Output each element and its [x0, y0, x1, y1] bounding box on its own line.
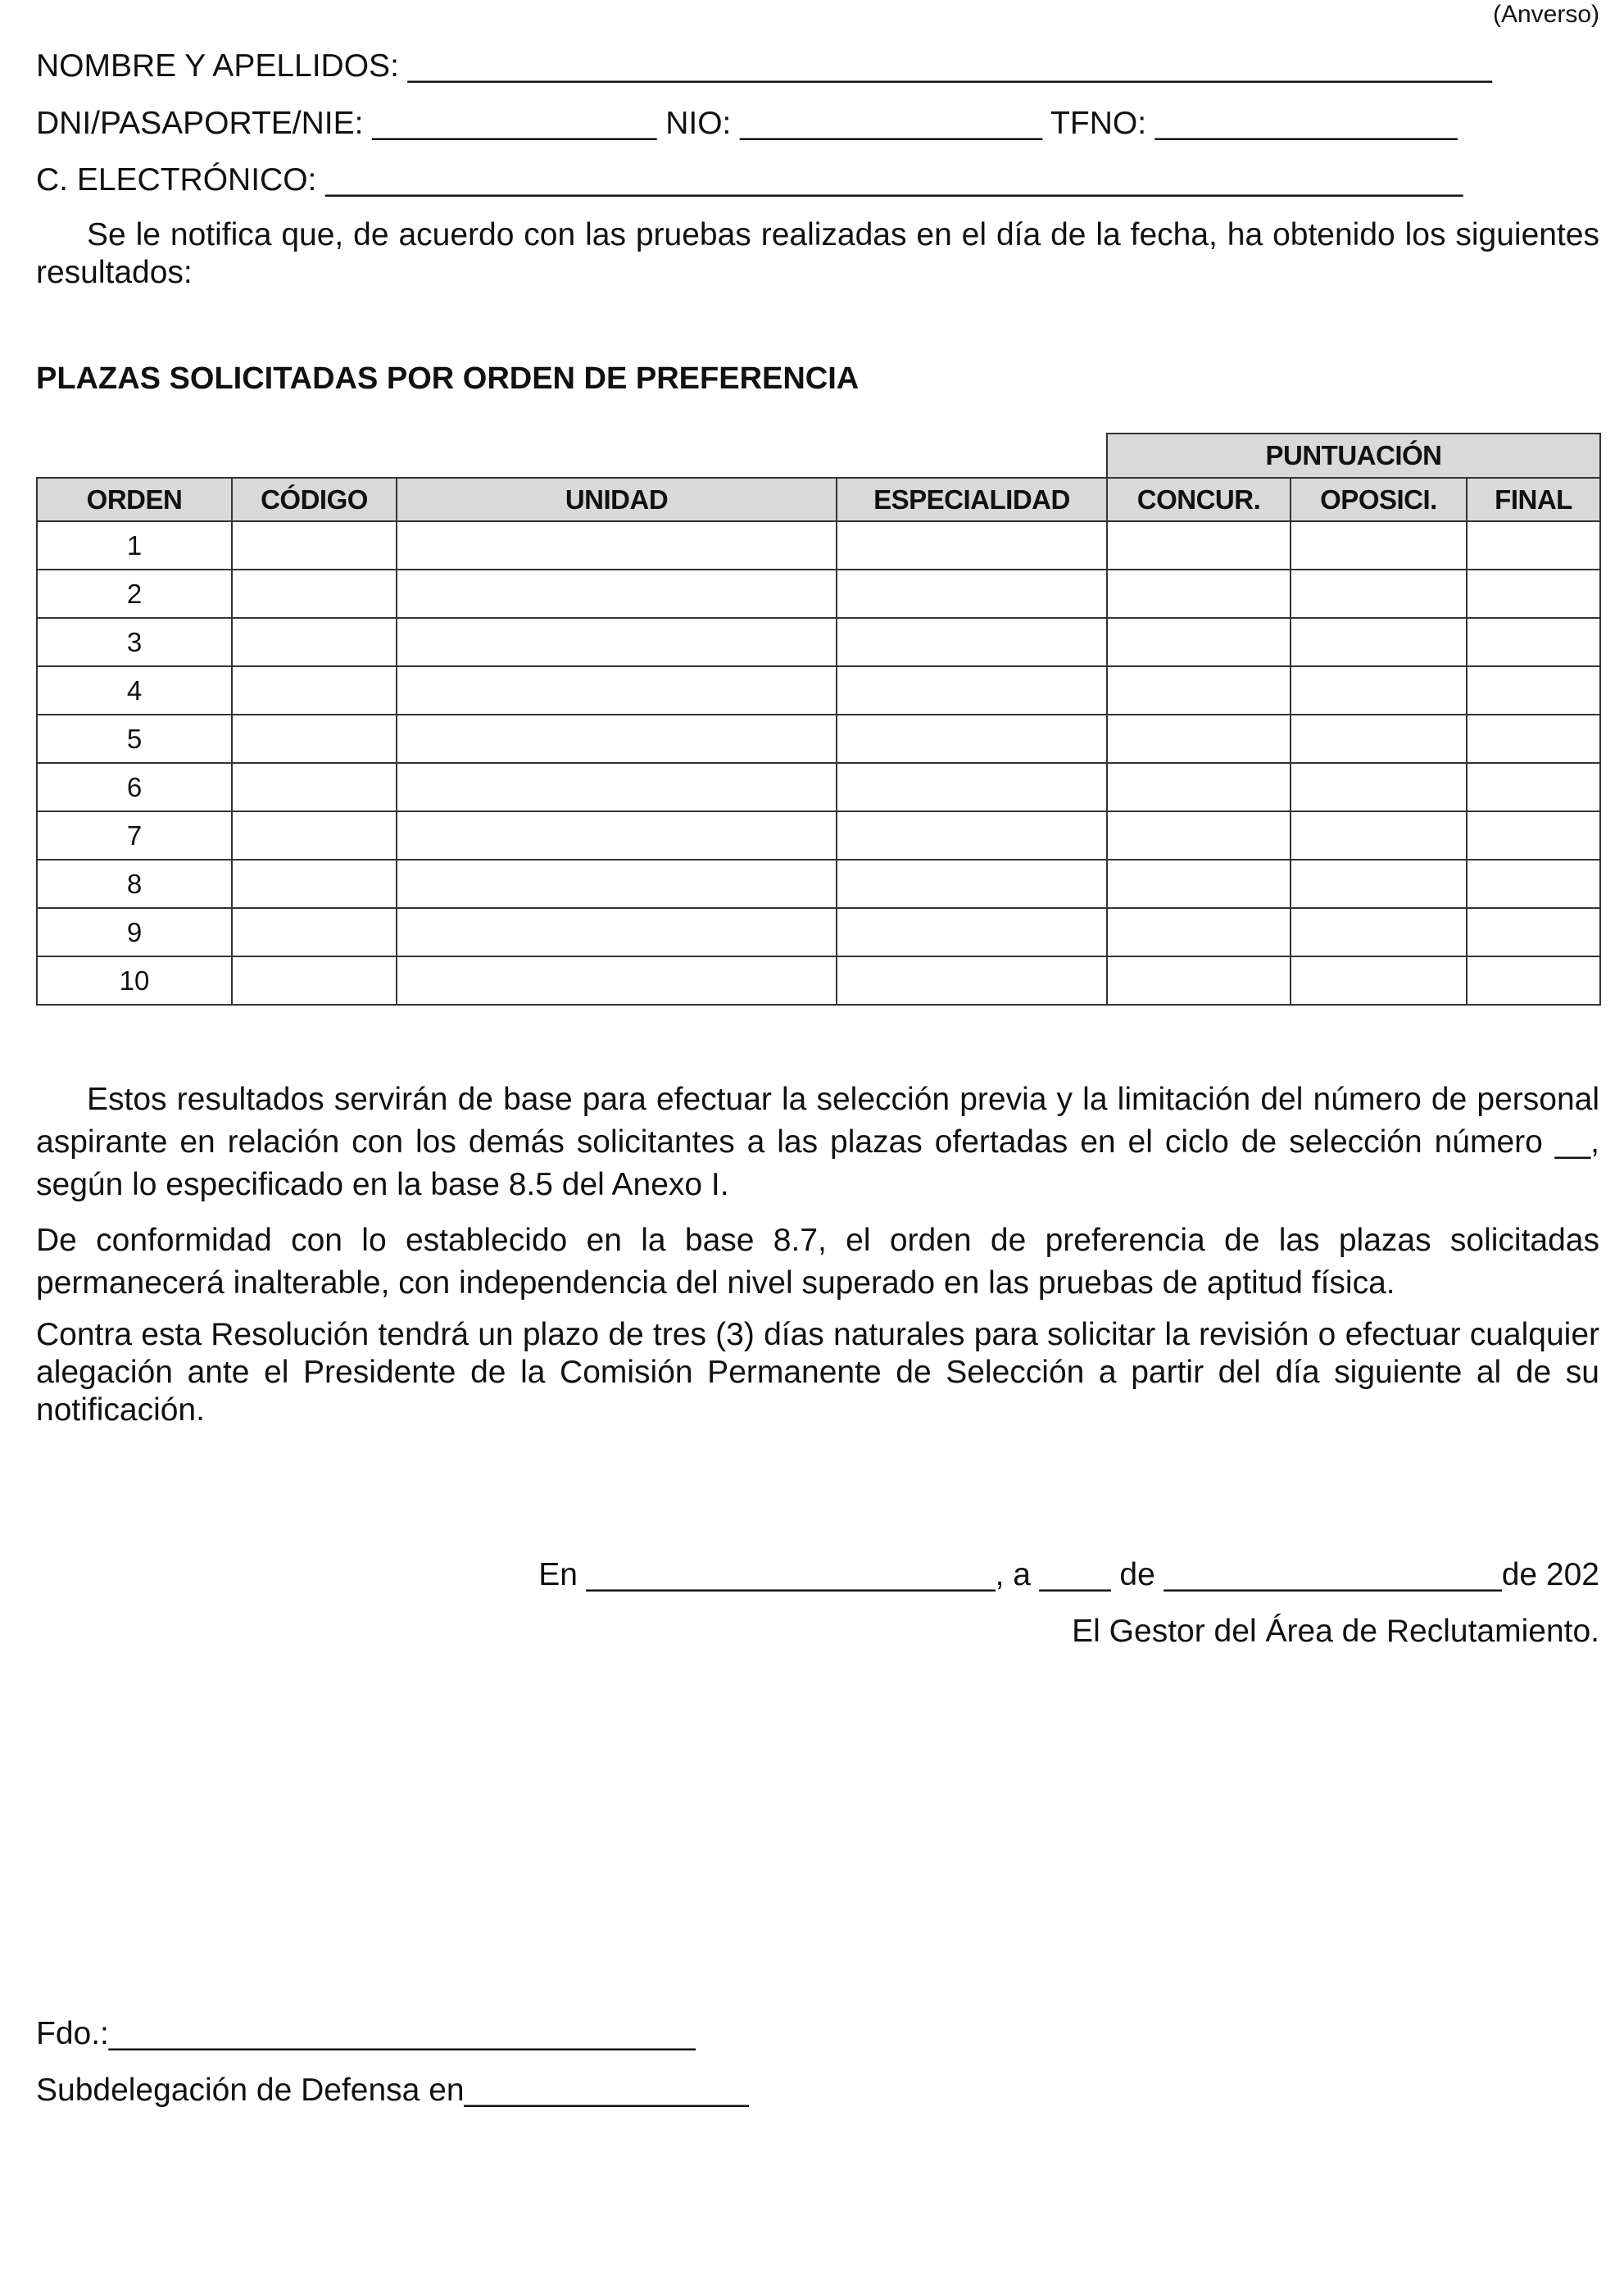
empty-cell [1107, 521, 1291, 570]
empty-cell [837, 763, 1107, 811]
empty-cell [232, 521, 397, 570]
empty-cell [1291, 521, 1467, 570]
plazas-table [36, 433, 1601, 1006]
empty-cell [397, 763, 837, 811]
empty-cell [1291, 618, 1467, 666]
table-row [37, 763, 1600, 811]
empty-cell [1467, 666, 1600, 715]
empty-cell [1107, 956, 1291, 1005]
empty-cell [1467, 811, 1600, 860]
table-row [37, 666, 1600, 715]
dni-nio-tfno-field: DNI/PASAPORTE/NIE: ________________ NIO: _________________ TFNO: _________________ [36, 106, 1458, 141]
column-header: CÓDIGO [232, 478, 397, 521]
empty-cell [1291, 956, 1467, 1005]
orden-cell: 3 [37, 618, 232, 666]
empty-cell [1291, 715, 1467, 763]
empty-cell [232, 618, 397, 666]
empty-cell [232, 956, 397, 1005]
paragraph-preferencia: De conformidad con lo establecido en la base 8.7, el orden de preferencia de las plazas solicitadas permanecerá inalterable, con independencia del nivel superado en las pruebas de aptitud física. [36, 1223, 1599, 1301]
empty-cell [1291, 811, 1467, 860]
nombre-field: NOMBRE Y APELLIDOS: _____________________________________________________________ [36, 48, 1492, 84]
empty-cell [397, 715, 837, 763]
empty-cell [1107, 666, 1291, 715]
empty-cell [1467, 860, 1600, 908]
subdelegacion-line: Subdelegación de Defensa en________________ [36, 2073, 749, 2108]
empty-cell [232, 763, 397, 811]
empty-cell [397, 521, 837, 570]
paragraph-seleccion: Estos resultados servirán de base para efectuar la selección previa y la limitación del número de personal aspirante en relación con los demás solicitantes a las plazas ofertadas en el ciclo de selección número __, según lo especificado en la base 8.5 del Anexo I. [36, 1082, 1599, 1202]
orden-cell: 10 [37, 956, 232, 1005]
empty-cell [1291, 666, 1467, 715]
empty-cell [837, 666, 1107, 715]
empty-cell [232, 570, 397, 618]
empty-cell [1107, 763, 1291, 811]
orden-cell: 1 [37, 521, 232, 570]
table-row [37, 715, 1600, 763]
empty-cell [837, 715, 1107, 763]
empty-cell [397, 956, 837, 1005]
table-row [37, 956, 1600, 1005]
empty-cell [1467, 715, 1600, 763]
empty-cell [232, 908, 397, 956]
empty-cell [232, 666, 397, 715]
empty-cell [1107, 811, 1291, 860]
column-header: OPOSICI. [1291, 478, 1467, 521]
document-page [36, 0, 1599, 2275]
empty-cell [1467, 956, 1600, 1005]
empty-cell [1107, 908, 1291, 956]
empty-cell [837, 860, 1107, 908]
empty-cell [1291, 860, 1467, 908]
orden-cell: 2 [37, 570, 232, 618]
table-row [37, 908, 1600, 956]
puntuacion-group-header: PUNTUACIÓN [1107, 434, 1600, 478]
empty-cell [1107, 570, 1291, 618]
section-title: PLAZAS SOLICITADAS POR ORDEN DE PREFERENCIA [36, 361, 860, 396]
empty-cell [837, 570, 1107, 618]
empty-cell [1467, 521, 1600, 570]
empty-cell [232, 860, 397, 908]
empty-cell [397, 811, 837, 860]
column-header: ESPECIALIDAD [837, 478, 1107, 521]
column-header: ORDEN [37, 478, 232, 521]
empty-cell [837, 811, 1107, 860]
column-header: CONCUR. [1107, 478, 1291, 521]
empty-cell [397, 618, 837, 666]
intro-paragraph: Se le notifica que, de acuerdo con las pruebas realizadas en el día de la fecha, ha obtenido los siguientes resultados: [36, 217, 1599, 290]
table-header-spacer [37, 434, 1107, 478]
empty-cell [232, 715, 397, 763]
empty-cell [397, 908, 837, 956]
empty-cell [1467, 618, 1600, 666]
table-row [37, 618, 1600, 666]
empty-cell [397, 570, 837, 618]
orden-cell: 5 [37, 715, 232, 763]
empty-cell [1291, 570, 1467, 618]
empty-cell [1107, 618, 1291, 666]
empty-cell [1291, 908, 1467, 956]
empty-cell [232, 811, 397, 860]
column-header: FINAL [1467, 478, 1600, 521]
empty-cell [397, 666, 837, 715]
table-row [37, 521, 1600, 570]
empty-cell [1467, 763, 1600, 811]
table-column-headers [37, 478, 1600, 521]
orden-cell: 7 [37, 811, 232, 860]
place-date-line: En _______________________, a ____ de ___________________de 202 [538, 1557, 1599, 1592]
empty-cell [1107, 860, 1291, 908]
column-header: UNIDAD [397, 478, 837, 521]
table-body [37, 521, 1600, 1005]
empty-cell [837, 618, 1107, 666]
orden-cell: 6 [37, 763, 232, 811]
empty-cell [837, 908, 1107, 956]
table-row [37, 811, 1600, 860]
paragraph-recurso: Contra esta Resolución tendrá un plazo de tres (3) días naturales para solicitar la revisión o efectuar cualquier alegación ante el Presidente de la Comisión Permanente de Selección a partir del día siguiente al de su notificación. [36, 1317, 1599, 1428]
orden-cell: 8 [37, 860, 232, 908]
fdo-line: Fdo.:_________________________________ [36, 2016, 696, 2051]
page-side-label: (Anverso) [1492, 1, 1599, 28]
empty-cell [837, 521, 1107, 570]
orden-cell: 9 [37, 908, 232, 956]
empty-cell [1291, 763, 1467, 811]
orden-cell: 4 [37, 666, 232, 715]
signer-role: El Gestor del Área de Reclutamiento. [1072, 1614, 1599, 1649]
empty-cell [1107, 715, 1291, 763]
empty-cell [1467, 908, 1600, 956]
table-row [37, 570, 1600, 618]
table-row [37, 860, 1600, 908]
empty-cell [1467, 570, 1600, 618]
empty-cell [397, 860, 837, 908]
correo-field: C. ELECTRÓNICO: ________________________________________________________________ [36, 162, 1463, 198]
empty-cell [837, 956, 1107, 1005]
